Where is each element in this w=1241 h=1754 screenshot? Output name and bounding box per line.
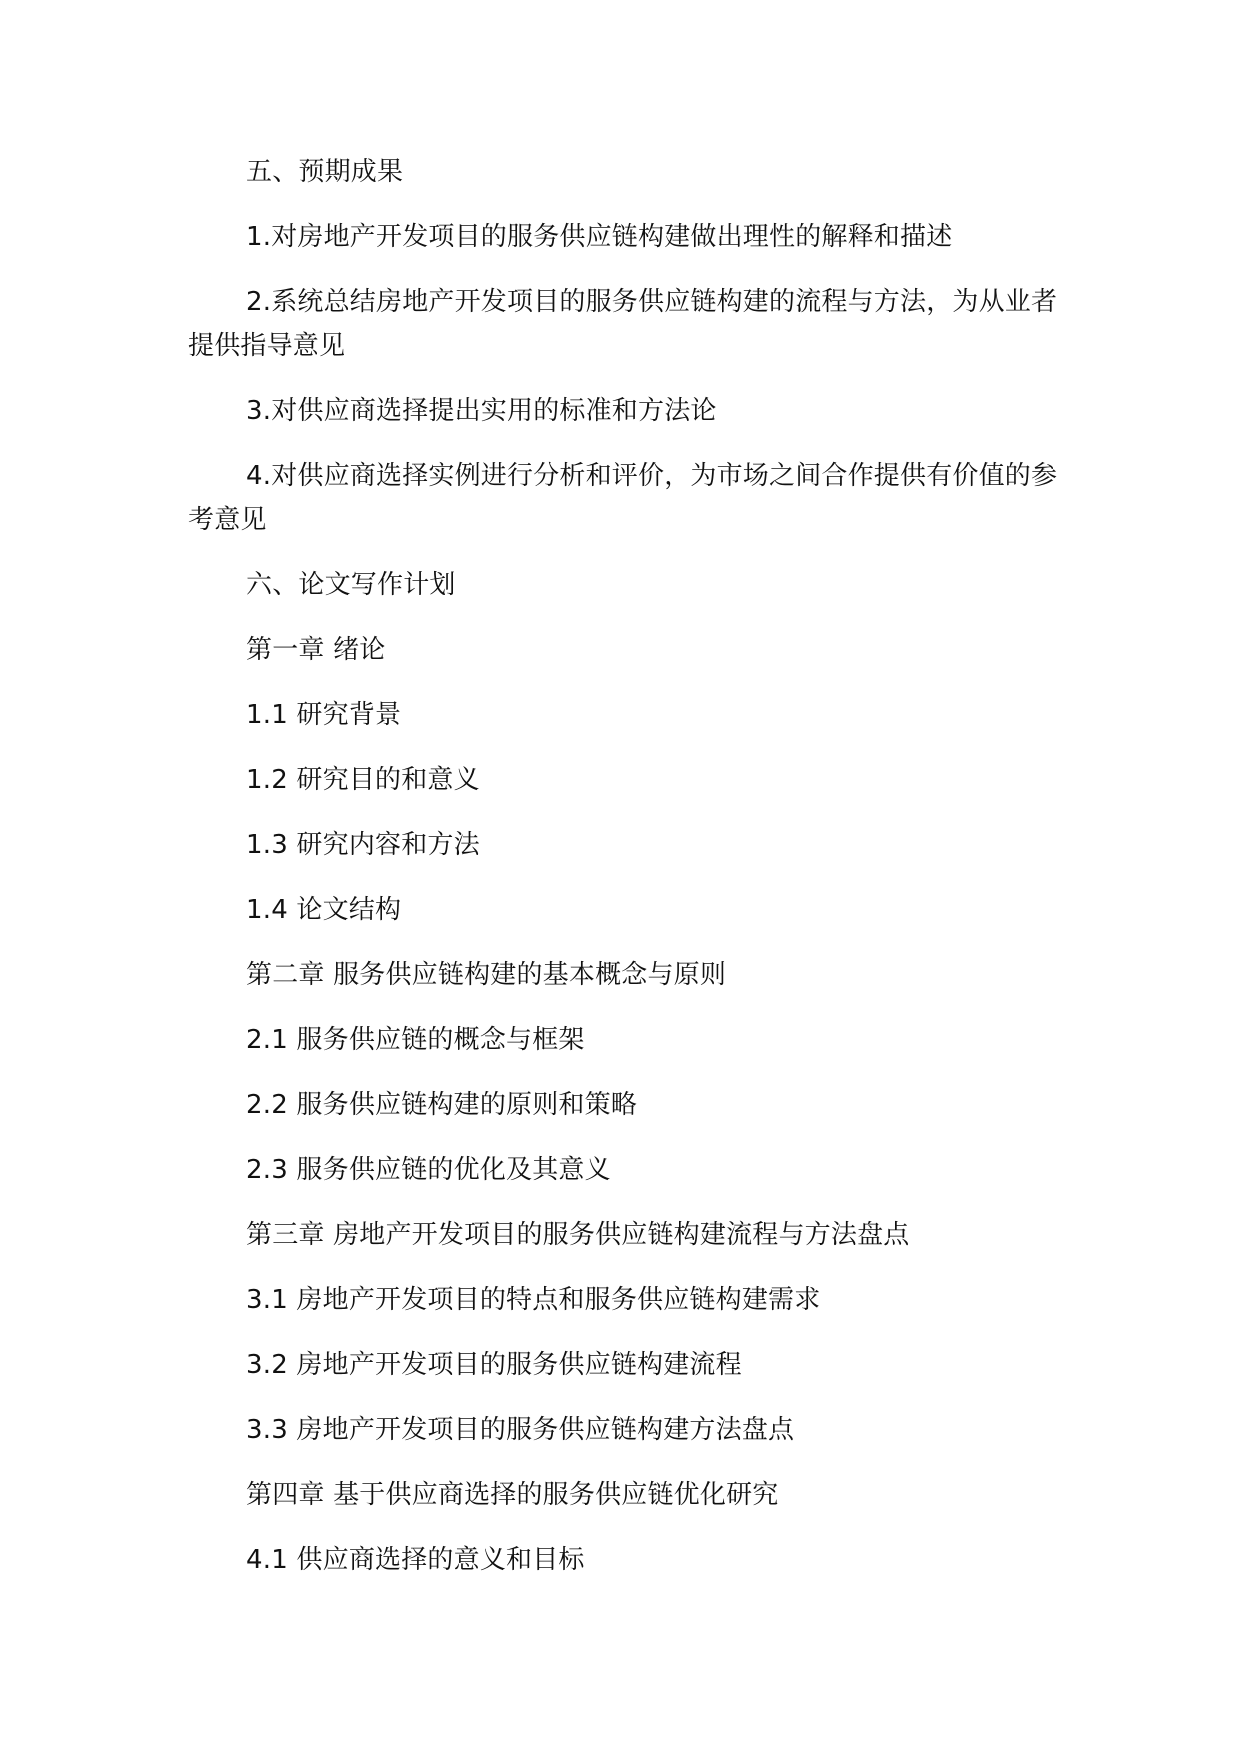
section-1-2: 1.2 研究目的和意义 (246, 765, 480, 795)
document-body (188, 150, 1068, 1603)
section-2-2: 2.2 服务供应链构建的原则和策略 (246, 1090, 638, 1120)
section-3-3: 3.3 房地产开发项目的服务供应链构建方法盘点 (246, 1415, 795, 1445)
section-1-3: 1.3 研究内容和方法 (246, 830, 480, 860)
section-1-1: 1.1 研究背景 (246, 700, 402, 730)
section-1-4: 1.4 论文结构 (246, 895, 402, 925)
result-item-4: 4.对供应商选择实例进行分析和评价，为市场之间合作提供有价值的参考意见 (188, 461, 1058, 535)
section-4-1: 4.1 供应商选择的意义和目标 (246, 1545, 585, 1575)
section-2-3: 2.3 服务供应链的优化及其意义 (246, 1155, 611, 1185)
result-item-1: 1.对房地产开发项目的服务供应链构建做出理性的解释和描述 (246, 222, 953, 252)
section-heading-writing-plan: 六、论文写作计划 (246, 570, 456, 600)
chapter-4-title: 第四章 基于供应商选择的服务供应链优化研究 (246, 1480, 779, 1510)
section-3-2: 3.2 房地产开发项目的服务供应链构建流程 (246, 1350, 742, 1380)
section-2-1: 2.1 服务供应链的概念与框架 (246, 1025, 585, 1055)
section-3-1: 3.1 房地产开发项目的特点和服务供应链构建需求 (246, 1285, 821, 1315)
chapter-3-title: 第三章 房地产开发项目的服务供应链构建流程与方法盘点 (246, 1220, 910, 1250)
result-item-3: 3.对供应商选择提出实用的标准和方法论 (246, 396, 717, 426)
chapter-2-title: 第二章 服务供应链构建的基本概念与原则 (246, 960, 727, 990)
chapter-1-title: 第一章 绪论 (246, 635, 386, 665)
result-item-2: 2.系统总结房地产开发项目的服务供应链构建的流程与方法，为从业者提供指导意见 (188, 287, 1058, 361)
section-heading-expected-results: 五、预期成果 (246, 157, 404, 187)
